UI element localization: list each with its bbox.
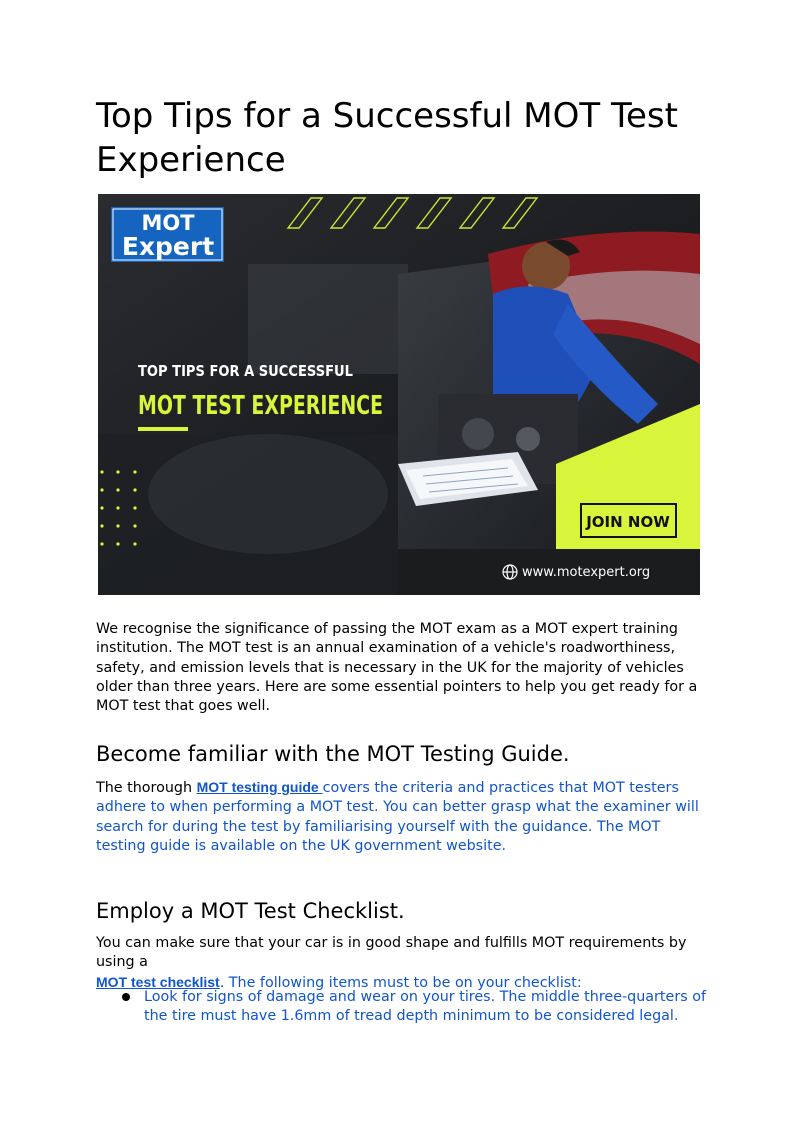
banner-website[interactable]: www.motexpert.org <box>522 565 651 580</box>
checklist-lead: You can make sure that your car is in good shape and fulfills MOT requirements by using a <box>96 935 687 971</box>
mot-test-checklist-link[interactable]: MOT test checklist <box>96 973 220 990</box>
checklist-paragraph <box>96 934 706 993</box>
svg-text:Expert: Expert <box>121 232 215 261</box>
banner-headline-small: TOP TIPS FOR A SUCCESSFUL <box>138 362 354 380</box>
svg-text:MOT: MOT <box>141 211 195 235</box>
mot-testing-guide-link[interactable]: MOT testing guide <box>196 779 323 795</box>
banner-headline-big: MOT TEST EXPERIENCE <box>138 391 383 421</box>
section-heading-testing-guide: Become familiar with the MOT Testing Guide. <box>96 742 570 766</box>
bullet-icon <box>122 993 130 1001</box>
svg-text:JOIN NOW: JOIN NOW <box>586 513 670 531</box>
section-heading-checklist: Employ a MOT Test Checklist. <box>96 899 405 923</box>
testing-guide-text: covers the criteria and practices that MOT testers adhere to when performing a MOT test. You can better grasp what the examiner will search for during the test by familiarising yourself with the guidance. The MOT testing guide is available on the UK government website. <box>96 780 699 854</box>
hero-banner-image <box>98 194 700 595</box>
mot-expert-logo <box>111 207 224 262</box>
testing-guide-paragraph <box>96 778 706 856</box>
testing-guide-lead: The thorough <box>96 780 197 796</box>
intro-paragraph: We recognise the significance of passing the MOT exam as a MOT expert training institution. The MOT test is an annual examination of a vehicle's roadworthiness, safety, and emission levels that is necessary in the UK for the majority of vehicles older than three years. Here are some essential pointers to help you get ready for a MOT test that goes well. <box>96 621 698 715</box>
checklist-text: . The following items must to be on your checklist: <box>219 974 582 991</box>
checklist-items <box>96 988 706 1027</box>
list-item: Look for signs of damage and wear on your tires. The middle three-quarters of the tire must have 1.6mm of tread depth minimum to be considered legal. <box>96 988 706 1027</box>
page-title: Top Tips for a Successful MOT Test Experience <box>96 96 678 180</box>
